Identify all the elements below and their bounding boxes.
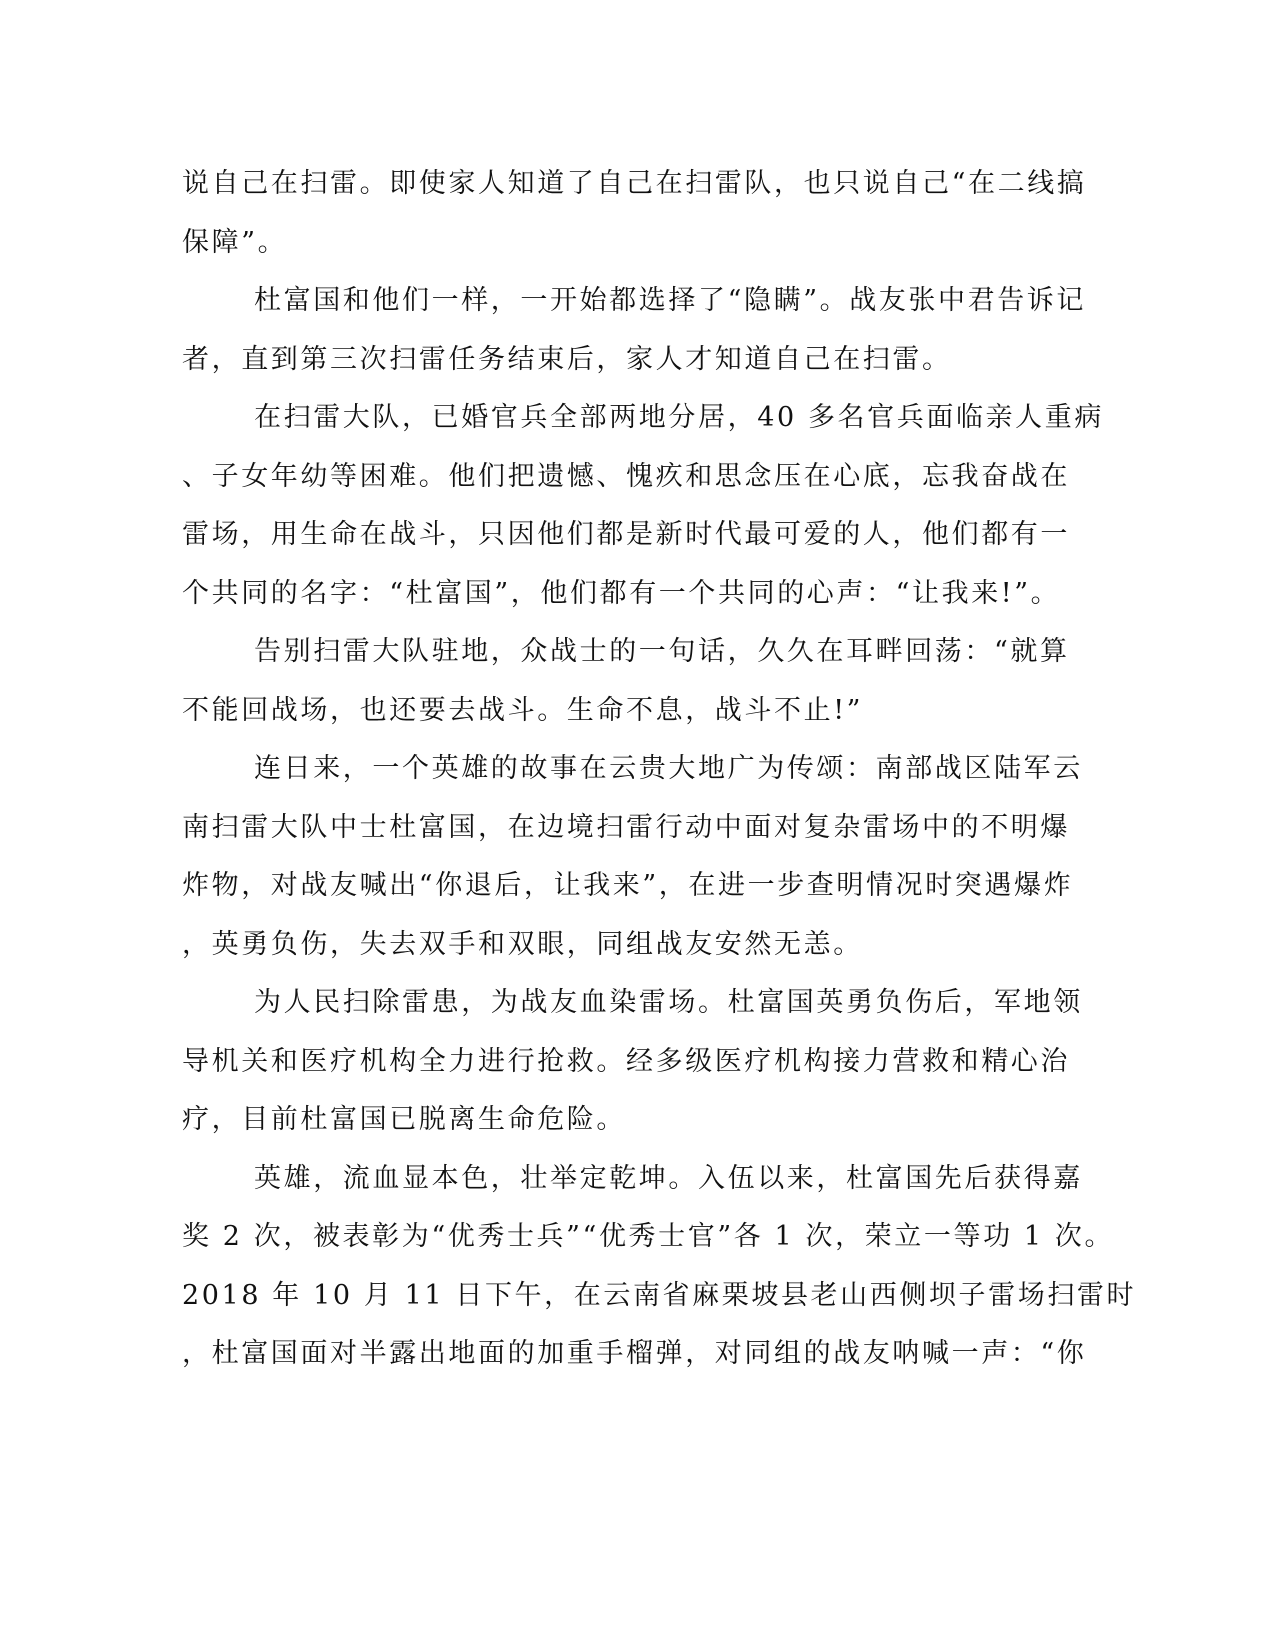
text-line: 个共同的名字：“杜富国”，他们都有一个共同的心声：“让我来!”。 <box>182 577 1061 609</box>
article-body <box>182 155 1137 1384</box>
paragraph-start-line: 英雄，流血显本色，壮举定乾坤。入伍以来，杜富国先后获得嘉 <box>254 1162 1083 1194</box>
text-line: 2018 年 10 月 11 日下午，在云南省麻栗坡县老山西侧坝子雷场扫雷时 <box>182 1279 1137 1311</box>
text-line: 导机关和医疗机构全力进行抢救。经多级医疗机构接力营救和精心治 <box>182 1045 1070 1077</box>
text-line: 炸物，对战友喊出“你退后，让我来”，在进一步查明情况时突遇爆炸 <box>182 870 1074 901</box>
paragraph-start-line: 在扫雷大队，已婚官兵全部两地分居，40 多名官兵面临亲人重病 <box>254 402 1104 433</box>
text-line: ，杜富国面对半露出地面的加重手榴弹，对同组的战友呐喊一声：“你 <box>182 1338 1087 1369</box>
text-line: 奖 2 次，被表彰为“优秀士兵”“优秀士官”各 1 次，荣立一等功 1 次。 <box>182 1221 1115 1252</box>
paragraph-start-line: 告别扫雷大队驻地，众战士的一句话，久久在耳畔回荡：“就算 <box>254 636 1070 667</box>
text-line: 雷场，用生命在战斗，只因他们都是新时代最可爱的人，他们都有一 <box>182 519 1070 550</box>
text-line: ，英勇负伤，失去双手和双眼，同组战友安然无恙。 <box>182 928 863 960</box>
paragraph-start-line: 连日来，一个英雄的故事在云贵大地广为传颂：南部战区陆军云 <box>254 753 1083 784</box>
paragraph-start-line: 杜富国和他们一样，一开始都选择了“隐瞒”。战友张中君告诉记 <box>254 285 1087 316</box>
text-line: 南扫雷大队中士杜富国，在边境扫雷行动中面对复杂雷场中的不明爆 <box>182 811 1070 843</box>
text-line: 不能回战场，也还要去战斗。生命不息，战斗不止!” <box>182 694 864 726</box>
text-line: 保障”。 <box>182 226 288 258</box>
paragraph-start-line: 为人民扫除雷患，为战友血染雷场。杜富国英勇负伤后，军地领 <box>254 987 1083 1018</box>
text-line: 疗，目前杜富国已脱离生命危险。 <box>182 1104 626 1135</box>
text-line: 说自己在扫雷。即使家人知道了自己在扫雷队，也只说自己“在二线搞 <box>182 168 1087 199</box>
text-line: 、子女年幼等困难。他们把遗憾、愧疚和思念压在心底，忘我奋战在 <box>182 460 1070 492</box>
text-line: 者，直到第三次扫雷任务结束后，家人才知道自己在扫雷。 <box>182 343 952 375</box>
